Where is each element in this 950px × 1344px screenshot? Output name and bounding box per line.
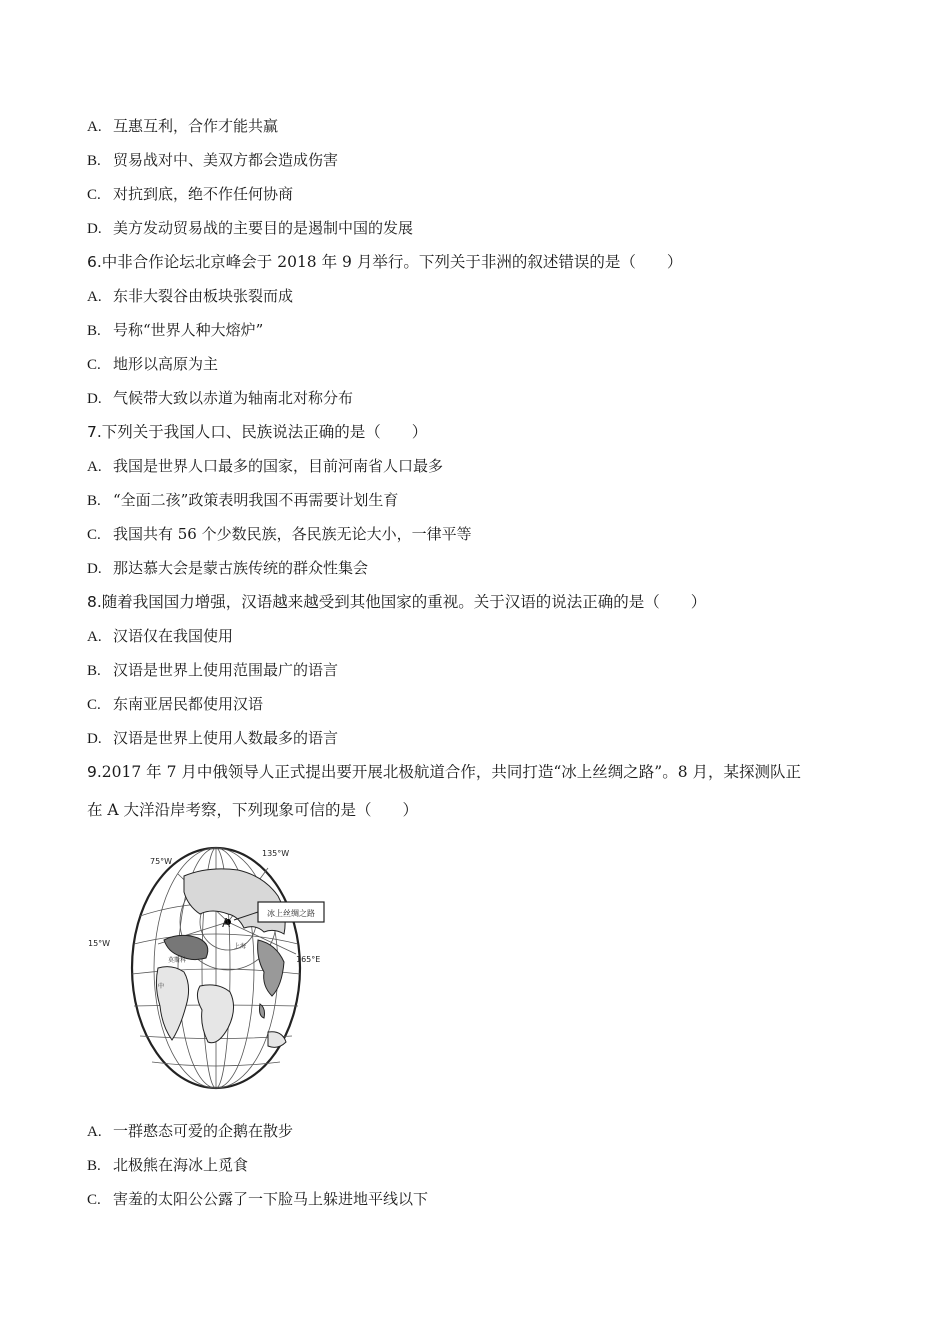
city-label-shanghai: 上海 (234, 943, 247, 950)
polar-projection-map (88, 836, 338, 1092)
q9-stem-line1: 9.2017 年 7 月中俄领导人正式提出要开展北极航道合作，共同打造“冰上丝绸之路”。8 月，某探测队正 (87, 763, 802, 781)
q6-option-a[interactable]: A. 东非大裂谷由板块张裂而成 (87, 287, 294, 305)
q6-option-d[interactable]: D. 气候带大致以赤道为轴南北对称分布 (87, 389, 354, 407)
q5-option-d[interactable]: D. 美方发动贸易战的主要目的是遏制中国的发展 (87, 219, 414, 237)
q8-option-d[interactable]: D. 汉语是世界上使用人数最多的语言 (87, 729, 339, 747)
q8-option-c[interactable]: C. 东南亚居民都使用汉语 (87, 695, 264, 713)
lon-label-135w: 135°W (262, 849, 290, 858)
q9-option-b[interactable]: B. 北极熊在海冰上觅食 (87, 1156, 249, 1174)
q8-option-a[interactable]: A. 汉语仅在我国使用 (87, 627, 234, 645)
q7-option-a[interactable]: A. 我国是世界人口最多的国家，目前河南省人口最多 (87, 457, 444, 475)
lon-label-15w: 15°W (88, 939, 111, 948)
callout-label: 冰上丝绸之路 (267, 909, 315, 918)
q6-option-b[interactable]: B. 号称“世界人种大熔炉” (87, 321, 264, 339)
q9-stem-line2: 在 A 大洋沿岸考察，下列现象可信的是（ ） (87, 801, 419, 819)
lon-label-75w: 75°W (150, 857, 173, 866)
q7-option-d[interactable]: D. 那达慕大会是蒙古族传统的群众性集会 (87, 559, 369, 577)
q7-option-c[interactable]: C. 我国共有 56 个少数民族，各民族无论大小，一律平等 (87, 525, 472, 543)
q6-stem: 6.中非合作论坛北京峰会于 2018 年 9 月举行。下列关于非洲的叙述错误的是（ ） (87, 253, 683, 271)
q8-stem: 8.随着我国国力增强，汉语越来越受到其他国家的重视。关于汉语的说法正确的是（ ） (87, 593, 707, 611)
q5-option-c[interactable]: C. 对抗到底，绝不作任何协商 (87, 185, 294, 203)
q5-option-b[interactable]: B. 贸易战对中、美双方都会造成伤害 (87, 151, 339, 169)
q9-option-c[interactable]: C. 害羞的太阳公公露了一下脸马上躲进地平线以下 (87, 1190, 429, 1208)
q7-stem: 7.下列关于我国人口、民族说法正确的是（ ） (87, 423, 428, 441)
q9-world-map-figure (88, 836, 338, 1092)
lon-label-165e: 165°E (296, 955, 321, 964)
q9-option-a[interactable]: A. 一群憨态可爱的企鹅在散步 (87, 1122, 294, 1140)
q8-option-b[interactable]: B. 汉语是世界上使用范围最广的语言 (87, 661, 339, 679)
point-a-label: A (222, 916, 231, 930)
q5-option-a[interactable]: A. 互惠互利，合作才能共赢 (87, 117, 279, 135)
q7-option-b[interactable]: B. “全面二孩”政策表明我国不再需要计划生育 (87, 491, 399, 509)
label-zhong: 中 (158, 983, 165, 990)
q6-option-c[interactable]: C. 地形以高原为主 (87, 355, 219, 373)
city-label-moscow: 莫斯科 (168, 957, 187, 964)
